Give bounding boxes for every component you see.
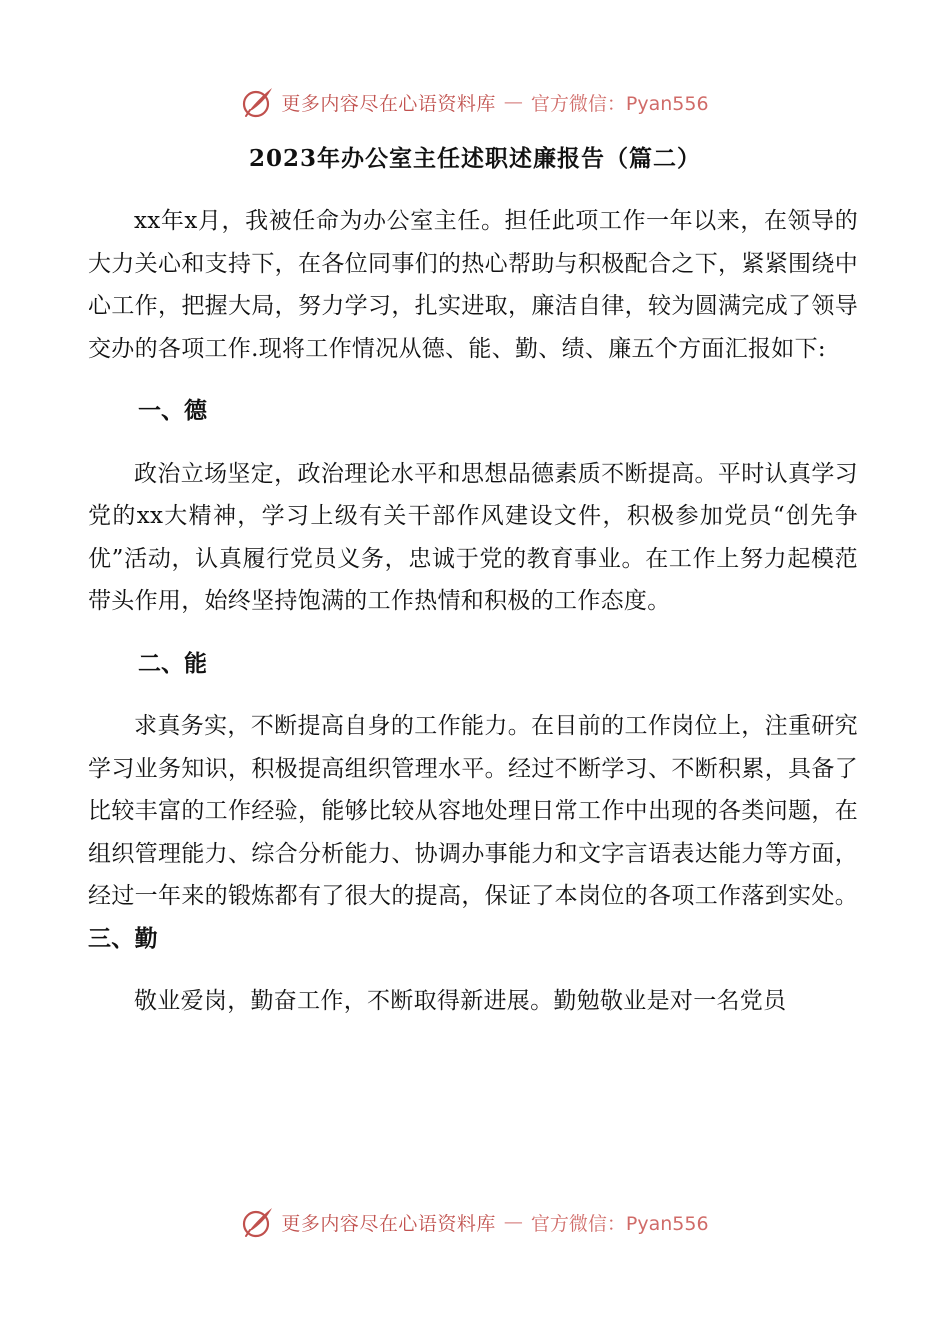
watermark-separator: — (503, 91, 523, 113)
watermark-account: 官方微信：Pyan556 (530, 1212, 709, 1235)
section-de-paragraph: 政治立场坚定，政治理论水平和思想品德素质不断提高。平时认真学习党的xx大精神，学习上级有关干部作风建设文件，积极参加党员“创先争优”活动，认真履行党员义务，忠诚于党的教育事业。在工作上努力起模范带头作用，始终坚持饱满的工作热情和积极的工作态度。 (88, 460, 858, 614)
section-heading-qin: 三、勤 (88, 924, 158, 952)
section-neng-paragraph (88, 705, 858, 960)
document-title: 2023年办公室主任述职述廉报告（篇二） (248, 145, 701, 172)
section-qin-paragraph: 敬业爱岗，勤奋工作，不断取得新进展。勤勉敬业是对一名党员 (134, 988, 787, 1014)
section-heading-neng: 二、能 (138, 649, 207, 677)
quill-logo-icon (241, 85, 275, 119)
section-heading-de: 一、德 (138, 397, 207, 424)
watermark-text: 更多内容尽在心语资料库 (281, 92, 496, 115)
intro-paragraph: xx年x月，我被任命为办公室主任。担任此项工作一年以来，在领导的大力关心和支持下，在各位同事们的热心帮助与积极配合之下，紧紧围绕中心工作，把握大局，努力学习，扎实进取，廉洁自律，较为圆满完成了领导交办的各项工作.现将工作情况从德、能、勤、绩、廉五个方面汇报如下: (88, 208, 858, 362)
watermark-footer (0, 1202, 950, 1242)
watermark-account: 官方微信：Pyan556 (530, 92, 709, 115)
watermark-text: 更多内容尽在心语资料库 (281, 1212, 496, 1235)
section-neng-text: 求真务实，不断提高自身的工作能力。在目前的工作岗位上，注重研究学习业务知识，积极提高组织管理水平。经过不断学习、不断积累，具备了比较丰富的工作经验，能够比较从容地处理日常工作中出现的各类问题，在组织管理能力、综合分析能力、协调办事能力和文字言语表达能力等方面，经过一年来的锻炼都有了很大的提高，保证了本岗位的各项工作落到实处。 (88, 713, 858, 909)
quill-logo-icon (241, 1205, 275, 1239)
document-body (88, 200, 858, 1043)
watermark-separator: — (503, 1211, 523, 1233)
watermark-header (0, 82, 950, 122)
